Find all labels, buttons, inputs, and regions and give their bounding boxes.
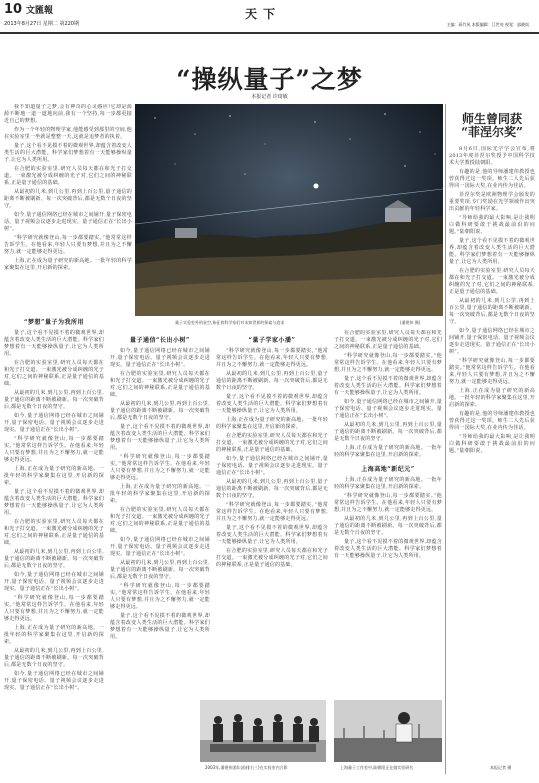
body-column-2 [110, 330, 210, 710]
sidebar-paragraph: “科学研究就像登山,每一步都要踏实。”他常常这样告诉学生。在他看来,年轻人只要有梦想,并且为之不懈努力,就一定能够走得更远。 [449, 358, 535, 385]
body-paragraph: 在合肥的实验室里,研究人员每天都在和光子打交道。一束激光被分成纠缠的光子对,它们之间的神秘联系,正是量子通信的基础。 [110, 371, 210, 398]
body-paragraph: 量子,这个看不见摸不着的微观世界,却蕴含着改变人类生活的巨大潜能。科学家们梦想着有一天能够操纵量子,让它为人类所用。 [4, 330, 104, 357]
body-paragraph: “科学研究就像登山,每一步都要踏实。”他常常这样告诉学生。在他看来,年轻人只要有梦想,并且为之不懈努力,就一定能够走得更远。 [4, 595, 104, 622]
body-paragraph: 如今,量子通信网络已经在城市之间铺开,量子保密电话、量子视频会议逐步走进现实。量子通信正在“长出小树”。 [4, 413, 104, 433]
header-rule [0, 32, 539, 34]
body-paragraph: “科学研究就像登山,每一步都要踏实。”他常常这样告诉学生。在他看来,年轻人只要有梦想,并且为之不懈努力,就一定能够走得更远。 [110, 454, 210, 481]
body-paragraph: “科学研究就像登山,每一步都要踏实。”他常常这样告诉学生。在他看来,年轻人只要有梦想,并且为之不懈努力,就一定能够走得更远。 [334, 353, 442, 373]
body-paragraph: “科学研究就像登山,每一步都要踏实。”他常常这样告诉学生。在他看来,年轻人只要有梦想,并且为之不懈努力,就一定能够走得更远。 [110, 583, 210, 610]
body-paragraph: “科学研究就像登山,每一步都要踏实。”他常常这样告诉学生。在他看来,年轻人只要有梦想,并且为之不懈努力,就一定能够走得更远。 [334, 493, 442, 513]
body-paragraph: “科学研究就像登山,每一步都要踏实。”他常常这样告诉学生。在他看来,年轻人只要有梦想,并且为之不懈努力,就一定能够走得更远。 [4, 436, 104, 463]
body-paragraph: 量子,这个看不见摸不着的微观世界,却蕴含着改变人类生活的巨大潜能。科学家们梦想着有一天能够操纵量子,让它为人类所用。 [216, 394, 328, 414]
bottom-photo-credit: 本报记者 摄 [490, 765, 512, 770]
body-column-1 [4, 312, 104, 776]
body-paragraph: 从最初的几米,到几公里,再到上百公里,量子通信的距离不断被刷新。每一次突破背后,都是无数个日夜的坚守。 [110, 560, 210, 580]
sidebar-paragraph: 菲涅尔奖是欧洲物理学会颁发的重要奖项,专门奖励在光学领域作出突出贡献的年轻科学家。 [449, 192, 535, 212]
byline: 本报记者 许琦敏 [251, 94, 288, 100]
body-paragraph: 在合肥的实验室里,研究人员每天都在和光子打交道。一束激光被分成纠缠的光子对,它们之间的神秘联系,正是量子通信的基础。 [334, 330, 442, 350]
lead-paragraph: 我不知道量子之梦,会有神奇的心灵感应!它却是源源不断地一道一道地向前,我有一个坚持,每一步都更接近自己的梦想。 [4, 104, 132, 124]
sidebar-headline [448, 113, 536, 139]
body-paragraph: 从最初的几米,到几公里,再到上百公里,量子通信的距离不断被刷新。每一次突破背后,都是无数个日夜的坚守。 [334, 422, 442, 442]
body-paragraph: 上海,正在成为量子研究的新高地。一批年轻的科学家聚集在这里,开启新的探索。 [110, 484, 210, 504]
team-photo-image [200, 700, 326, 762]
body-paragraph: 量子,这个看不见摸不着的微观世界,却蕴含着改变人类生活的巨大潜能。科学家们梦想着有一天能够操纵量子,让它为人类所用。 [334, 539, 442, 559]
body-paragraph: 如今,量子通信网络已经在城市之间铺开,量子保密电话、量子视频会议逐步走进现实。量子通信正在“长出小树”。 [110, 348, 210, 368]
body-paragraph: 从最初的几米,到几公里,再到上百公里,量子通信的距离不断被刷新。每一次突破背后,都是无数个日夜的坚守。 [334, 516, 442, 536]
newspaper-name: 文匯報 [26, 6, 54, 16]
lead-text [4, 104, 132, 304]
body-paragraph: 上海,正在成为量子研究的新高地。一批年轻的科学家聚集在这里,开启新的探索。 [4, 466, 104, 486]
body-paragraph: 从最初的几米,到几公里,再到上百公里,量子通信的距离不断被刷新。每一次突破背后,都是无数个日夜的坚守。 [216, 479, 328, 499]
body-paragraph: 如今,量子通信网络已经在城市之间铺开,量子保密电话、量子视频会议逐步走进现实。量子通信正在“长出小树”。 [334, 399, 442, 419]
sidebar-paragraph: 从最初的几米,到几公里,再到上百公里,量子通信的距离不断被刷新。每一次突破背后,都是无数个日夜的坚守。 [449, 298, 535, 325]
body-paragraph: 从最初的几米,到几公里,再到上百公里,量子通信的距离不断被刷新。每一次突破背后,都是无数个日夜的坚守。 [4, 189, 132, 209]
body-paragraph: 如今,量子通信网络已经在城市之间铺开,量子保密电话、量子视频会议逐步走进现实。量子通信正在“长出小树”。 [4, 212, 132, 232]
body-paragraph: 量子,这个看不见摸不着的微观世界,却蕴含着改变人类生活的巨大潜能。科学家们梦想着有一天能够操纵量子,让它为人类所用。 [110, 424, 210, 451]
subhead: “梦想”量子为我所用 [24, 319, 84, 326]
subhead: “量子学家小潘” [248, 337, 296, 344]
lab-photo-image [334, 700, 442, 762]
body-paragraph: 在合肥的实验室里,研究人员每天都在和光子打交道。一束激光被分成纠缠的光子对,它们之间的神秘联系,正是量子通信的基础。 [4, 360, 104, 387]
sidebar-paragraph: 有趣的是,他的导师潘建伟教授也曾获得过这一奖项。师生二人先后获得同一国际大奖,在业内传为佳话。 [449, 411, 535, 431]
page-header [0, 0, 539, 32]
body-paragraph: 从最初的几米,到几公里,再到上百公里,量子通信的距离不断被刷新。每一次突破背后,都是无数个日夜的坚守。 [110, 401, 210, 421]
body-paragraph: 在合肥的实验室里,研究人员每天都在和光子打交道。一束激光被分成纠缠的光子对,它们之间的神秘联系,正是量子通信的基础。 [216, 548, 328, 568]
dateline: 2013年8月27日 星期二 第220期 [4, 21, 79, 27]
body-paragraph: 从最初的几米,到几公里,再到上百公里,量子通信的距离不断被刷新。每一次突破背后,都是无数个日夜的坚守。 [4, 549, 104, 569]
sidebar-paragraph: “导师给我的最大影响,是让我明白做科研要敢于挑战最前沿的问题。”陆朝阳说。 [449, 434, 535, 454]
sidebar-paragraph: 上海,正在成为量子研究的新高地。一批年轻的科学家聚集在这里,开启新的探索。 [449, 388, 535, 408]
body-paragraph: 从最初的几米,到几公里,再到上百公里,量子通信的距离不断被刷新。每一次突破背后,都是无数个日夜的坚守。 [4, 390, 104, 410]
main-photo-caption: 量子实验室外的星空,象征着科学家们对未知世界的探索与追求 [175, 320, 285, 325]
body-paragraph: 从最初的几米,到几公里,再到上百公里,量子通信的距离不断被刷新。每一次突破背后,都是无数个日夜的坚守。 [216, 371, 328, 391]
photo-credit: (潘建伟 摄) [400, 320, 421, 325]
sidebar-headline-line1: 师生曾同获 [461, 112, 522, 126]
body-paragraph: 如今,量子通信网络已经在城市之间铺开,量子保密电话、量子视频会议逐步走进现实。量子通信正在“长出小树”。 [216, 456, 328, 476]
sidebar-paragraph: 有趣的是,他的导师潘建伟教授也曾获得过这一奖项。师生二人先后获得同一国际大奖,在业内传为佳话。 [449, 169, 535, 189]
lead-paragraph: 作为一个年轻的物理学家,他能感受到那里的空间,他在实验室里一坐就是整整一天,这就是追梦者的执着。 [4, 127, 132, 140]
body-paragraph: 量子,这个看不见摸不着的微观世界,却蕴含着改变人类生活的巨大潜能。科学家们梦想着有一天能够操纵量子,让它为人类所用。 [4, 143, 132, 163]
sidebar-paragraph: 在合肥的实验室里,研究人员每天都在和光子打交道。一束激光被分成纠缠的光子对,它们之间的神秘联系,正是量子通信的基础。 [449, 268, 535, 295]
night-sky-image [135, 104, 443, 316]
body-paragraph: 上海,正在成为量子研究的新高地。一批年轻的科学家聚集在这里,开启新的探索。 [216, 417, 328, 430]
body-paragraph: 量子,这个看不见摸不着的微观世界,却蕴含着改变人类生活的巨大潜能。科学家们梦想着有一天能够操纵量子,让它为人类所用。 [110, 613, 210, 640]
body-paragraph: 量子,这个看不见摸不着的微观世界,却蕴含着改变人类生活的巨大潜能。科学家们梦想着有一天能够操纵量子,让它为人类所用。 [4, 489, 104, 516]
body-paragraph: 如今,量子通信网络已经在城市之间铺开,量子保密电话、量子视频会议逐步走进现实。量子通信正在“长出小树”。 [110, 537, 210, 557]
sidebar-text [449, 146, 535, 774]
main-photo [135, 104, 443, 316]
section-title: 天下 [245, 7, 282, 21]
team-photo-caption: 2003年,潘建伟团队(前排右三)在实验室内合影 [205, 765, 288, 770]
body-paragraph: “科学研究就像登山,每一步都要踏实。”他常常这样告诉学生。在他看来,年轻人只要有梦想,并且为之不懈努力,就一定能够走得更远。 [4, 235, 132, 255]
body-paragraph: 量子,这个看不见摸不着的微观世界,却蕴含着改变人类生活的巨大潜能。科学家们梦想着有一天能够操纵量子,让它为人类所用。 [216, 525, 328, 545]
body-column-4 [334, 330, 442, 710]
body-paragraph: 上海,正在成为量子研究的新高地。一批年轻的科学家聚集在这里,开启新的探索。 [334, 445, 442, 458]
sidebar-paragraph: “导师给我的最大影响,是让我明白做科研要敢于挑战最前沿的问题。”陆朝阳说。 [449, 215, 535, 235]
page-number: 10 [4, 2, 23, 17]
headline: “操纵量子”之梦 [176, 65, 363, 94]
lab-photo-caption: 上海量子工作室中,陆朝阳正在做实验研究 [340, 765, 414, 770]
editors-credit: 主编：蒋竹风 本版编辑：江世亮 视觉：邵晓岚 [446, 22, 529, 27]
body-paragraph: 如今,量子通信网络已经在城市之间铺开,量子保密电话、量子视频会议逐步走进现实。量子通信正在“长出小树”。 [4, 572, 104, 592]
subhead: 量子通信“长出小树” [130, 337, 190, 344]
body-paragraph: 在合肥的实验室里,研究人员每天都在和光子打交道。一束激光被分成纠缠的光子对,它们之间的神秘联系,正是量子通信的基础。 [110, 507, 210, 534]
body-paragraph: 在合肥的实验室里,研究人员每天都在和光子打交道。一束激光被分成纠缠的光子对,它们之间的神秘联系,正是量子通信的基础。 [4, 166, 132, 186]
body-paragraph: “科学研究就像登山,每一步都要踏实。”他常常这样告诉学生。在他看来,年轻人只要有梦想,并且为之不懈努力,就一定能够走得更远。 [216, 502, 328, 522]
body-paragraph: 如今,量子通信网络已经在城市之间铺开,量子保密电话、量子视频会议逐步走进现实。量子通信正在“长出小树”。 [4, 671, 104, 691]
team-photo [200, 700, 326, 762]
body-paragraph: 上海,正在成为量子研究的新高地。一批年轻的科学家聚集在这里,开启新的探索。 [334, 477, 442, 490]
sidebar-divider [445, 104, 446, 774]
body-paragraph: 在合肥的实验室里,研究人员每天都在和光子打交道。一束激光被分成纠缠的光子对,它们之间的神秘联系,正是量子通信的基础。 [4, 519, 104, 546]
sidebar-paragraph: 如今,量子通信网络已经在城市之间铺开,量子保密电话、量子视频会议逐步走进现实。量子通信正在“长出小树”。 [449, 328, 535, 355]
body-paragraph: 从最初的几米,到几公里,再到上百公里,量子通信的距离不断被刷新。每一次突破背后,都是无数个日夜的坚守。 [4, 648, 104, 668]
body-paragraph: “科学研究就像登山,每一步都要踏实。”他常常这样告诉学生。在他看来,年轻人只要有梦想,并且为之不懈努力,就一定能够走得更远。 [216, 348, 328, 368]
sidebar-paragraph: 量子,这个看不见摸不着的微观世界,却蕴含着改变人类生活的巨大潜能。科学家们梦想着有一天能够操纵量子,让它为人类所用。 [449, 238, 535, 265]
body-paragraph: 在合肥的实验室里,研究人员每天都在和光子打交道。一束激光被分成纠缠的光子对,它们之间的神秘联系,正是量子通信的基础。 [216, 433, 328, 453]
subhead: 上海高地“新纪元” [361, 466, 415, 473]
body-paragraph: 量子,这个看不见摸不着的微观世界,却蕴含着改变人类生活的巨大潜能。科学家们梦想着有一天能够操纵量子,让它为人类所用。 [334, 376, 442, 396]
body-column-3 [216, 330, 328, 710]
body-paragraph: 上海,正在成为量子研究的新高地。一批年轻的科学家聚集在这里,开启新的探索。 [4, 258, 132, 271]
sidebar-headline-line2: “菲涅尔奖” [461, 125, 523, 139]
body-paragraph: 上海,正在成为量子研究的新高地。一批年轻的科学家聚集在这里,开启新的探索。 [4, 625, 104, 645]
lab-photo [334, 700, 442, 762]
sidebar-paragraph: 8月6日,国际光学学会宣布,将2013年度菲涅尔奖授予中国科学技术大学教授陆朝阳。 [449, 146, 535, 166]
